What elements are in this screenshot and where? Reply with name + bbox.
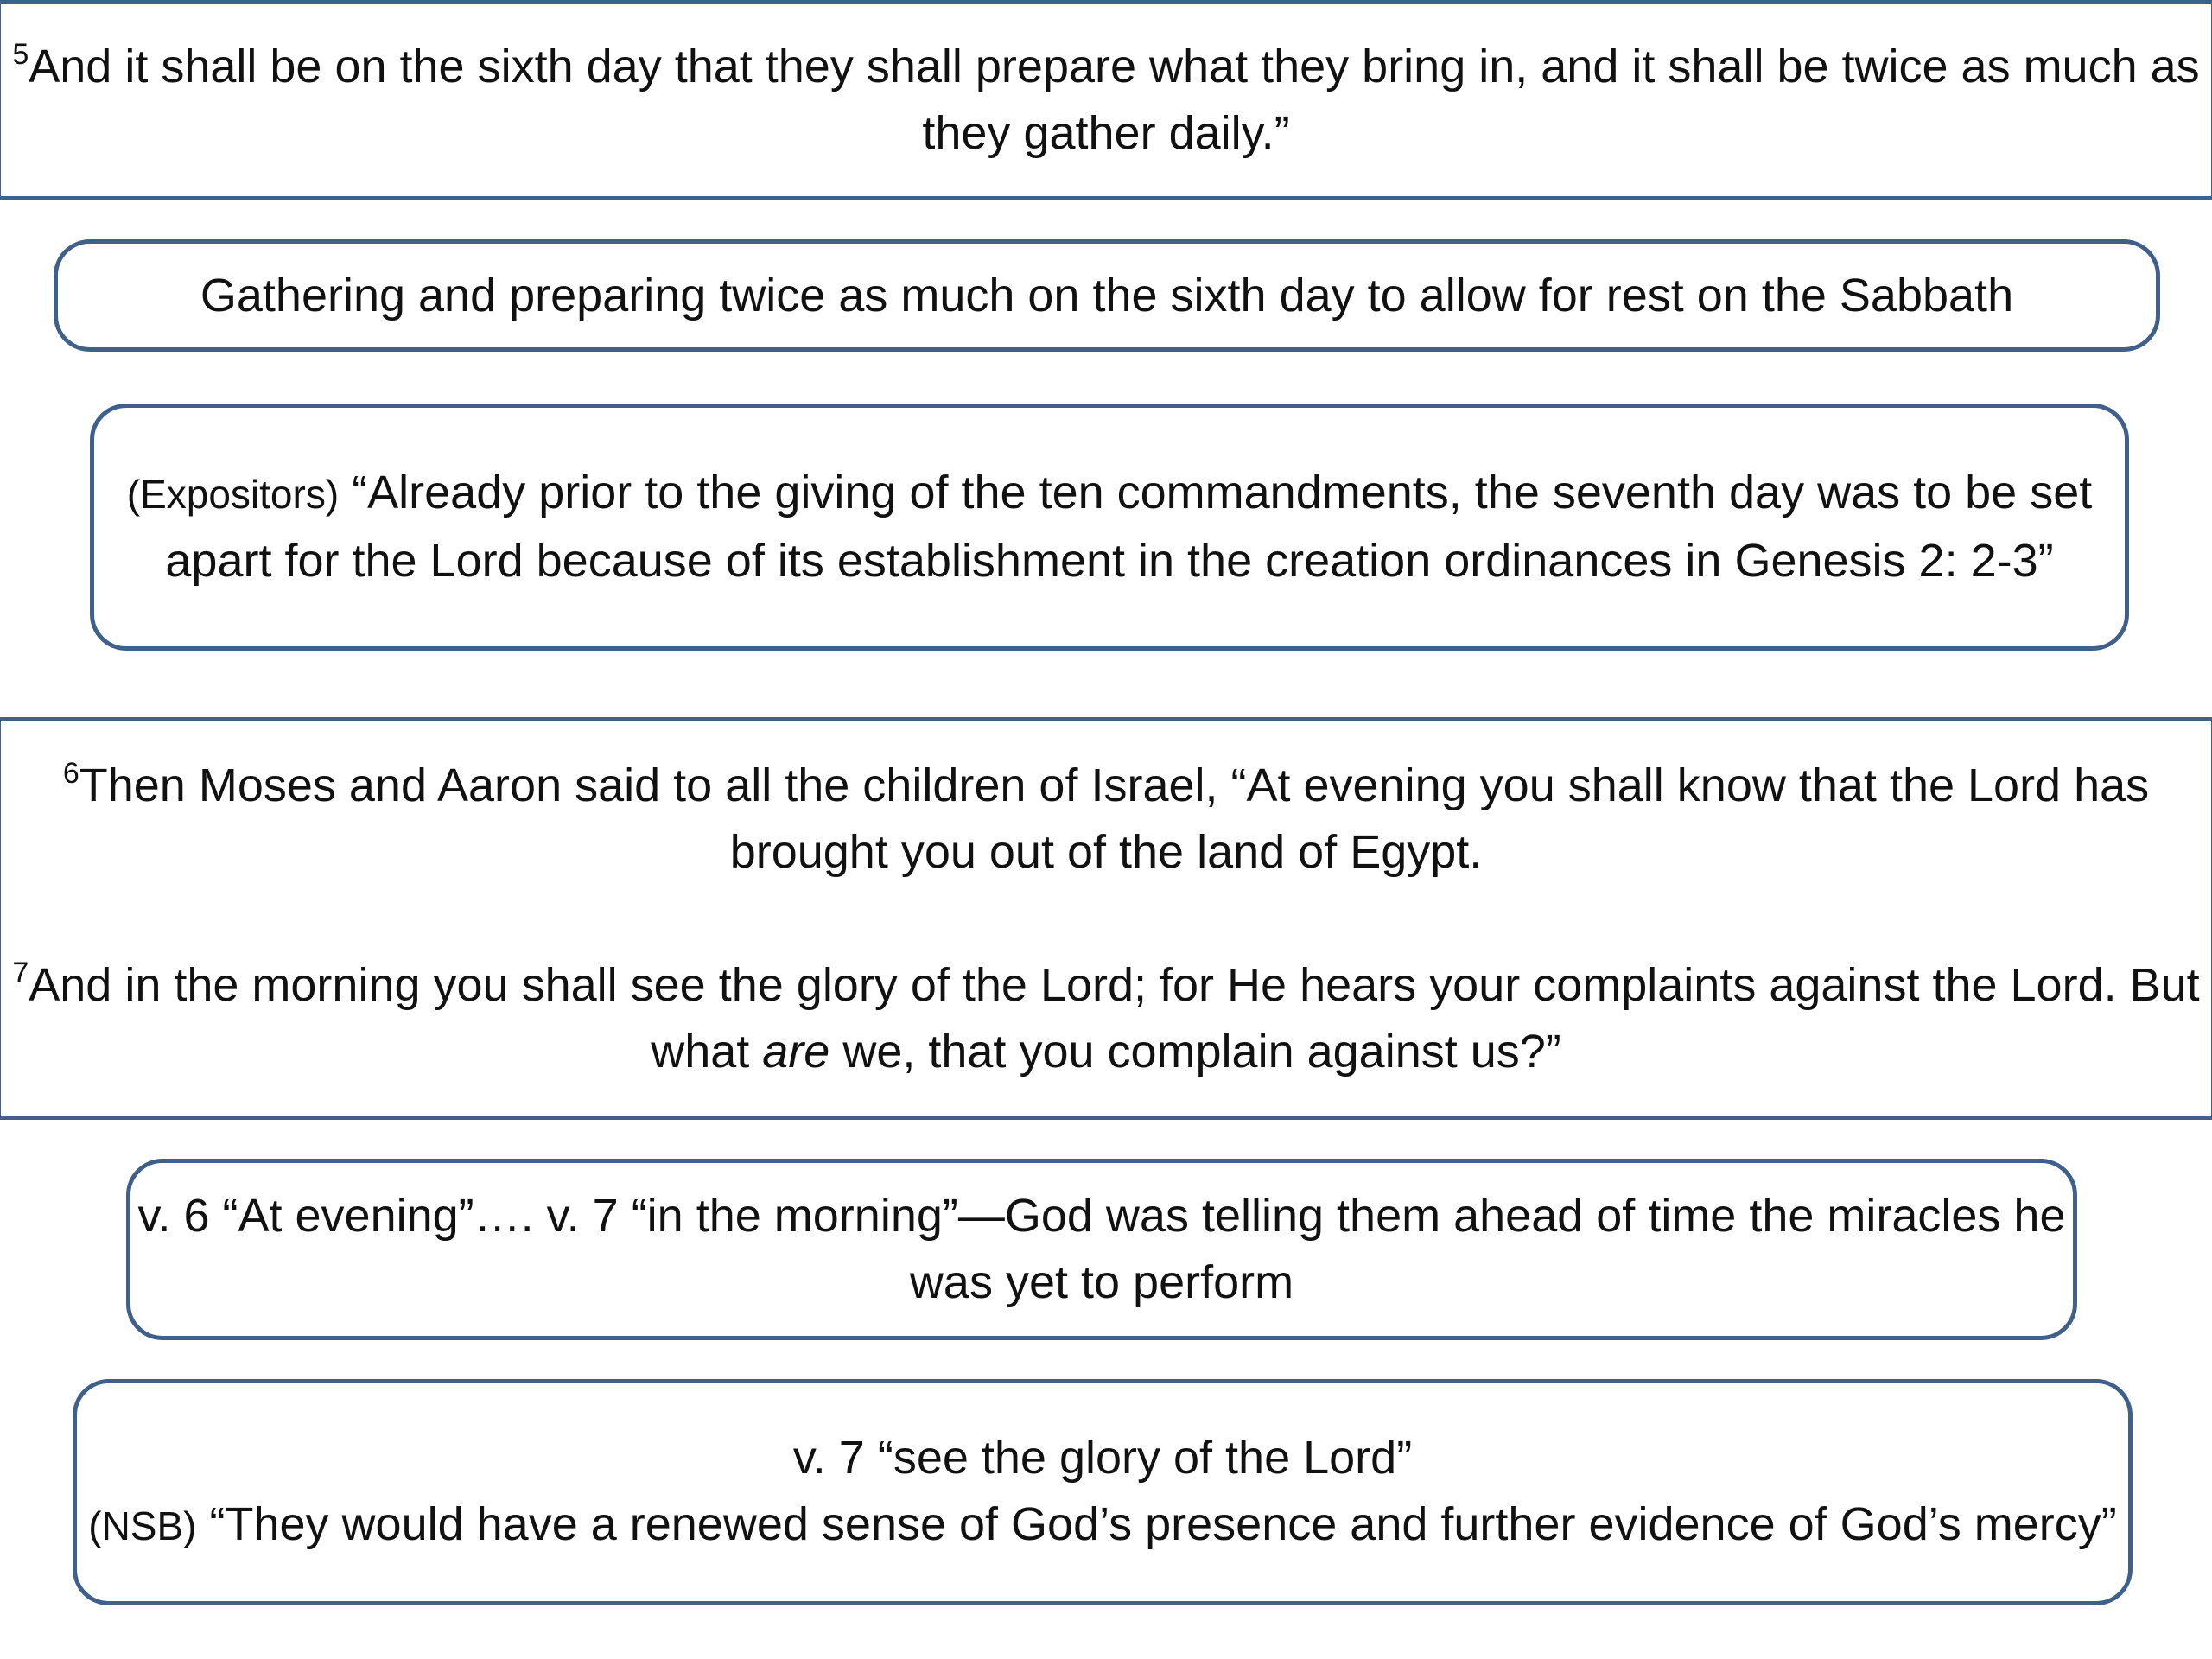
- verse-5-paragraph: [1, 34, 2211, 167]
- verse-6-paragraph: [1, 753, 2211, 886]
- glory-note-box: [73, 1379, 2133, 1605]
- nsb-source-label: (NSB): [88, 1503, 197, 1548]
- sixth-day-summary-box: [54, 239, 2160, 352]
- verse-6-text: Then Moses and Aaron said to all the children of Israel, “At evening you shall know that the Lord has brought you out of the land of Egypt.: [79, 759, 2150, 878]
- verse-6-number: 6: [62, 756, 79, 790]
- verse-7-number: 7: [12, 956, 29, 989]
- evening-morning-note-box: [126, 1159, 2077, 1340]
- verse-7-paragraph: [1, 952, 2211, 1085]
- verse-7-text-start: And in the morning you shall see the glory of the Lord; for He hears your complaints against the Lord. But what: [29, 958, 2200, 1077]
- sixth-day-summary-text: Gathering and preparing twice as much on the sixth day to allow for rest on the Sabbath: [200, 269, 2014, 321]
- expositors-quote-box: [90, 404, 2129, 651]
- verse-7-text-end: we, that you complain against us?”: [830, 1025, 1561, 1077]
- expositors-quote-paragraph: [94, 460, 2125, 594]
- verses-6-7-box: [0, 717, 2212, 1120]
- glory-note-heading: v. 7 “see the glory of the Lord”: [792, 1432, 1413, 1484]
- evening-morning-note-text: v. 6 “At evening”…. v. 7 “in the morning”—God was telling them ahead of time the miracles he was yet to perform: [137, 1190, 2066, 1308]
- verse-5-box: [0, 0, 2212, 200]
- expositors-quote-text: “Already prior to the giving of the ten commandments, the seventh day was to be set apart for the Lord because of its establishment in the creation ordinances in Genesis 2: 2-3”: [165, 467, 2093, 587]
- verse-5-number: 5: [12, 38, 29, 71]
- glory-note-text: “They would have a renewed sense of God’s presence and further evidence of God’s mercy”: [209, 1498, 2117, 1550]
- verse-7-italic-word: are: [762, 1025, 830, 1077]
- expositors-source-label: (Expositors): [126, 472, 340, 517]
- verse-5-text: And it shall be on the sixth day that they shall prepare what they bring in, and it shall be twice as much as they gather daily.”: [29, 41, 2200, 159]
- glory-note-paragraph: [88, 1491, 2116, 1560]
